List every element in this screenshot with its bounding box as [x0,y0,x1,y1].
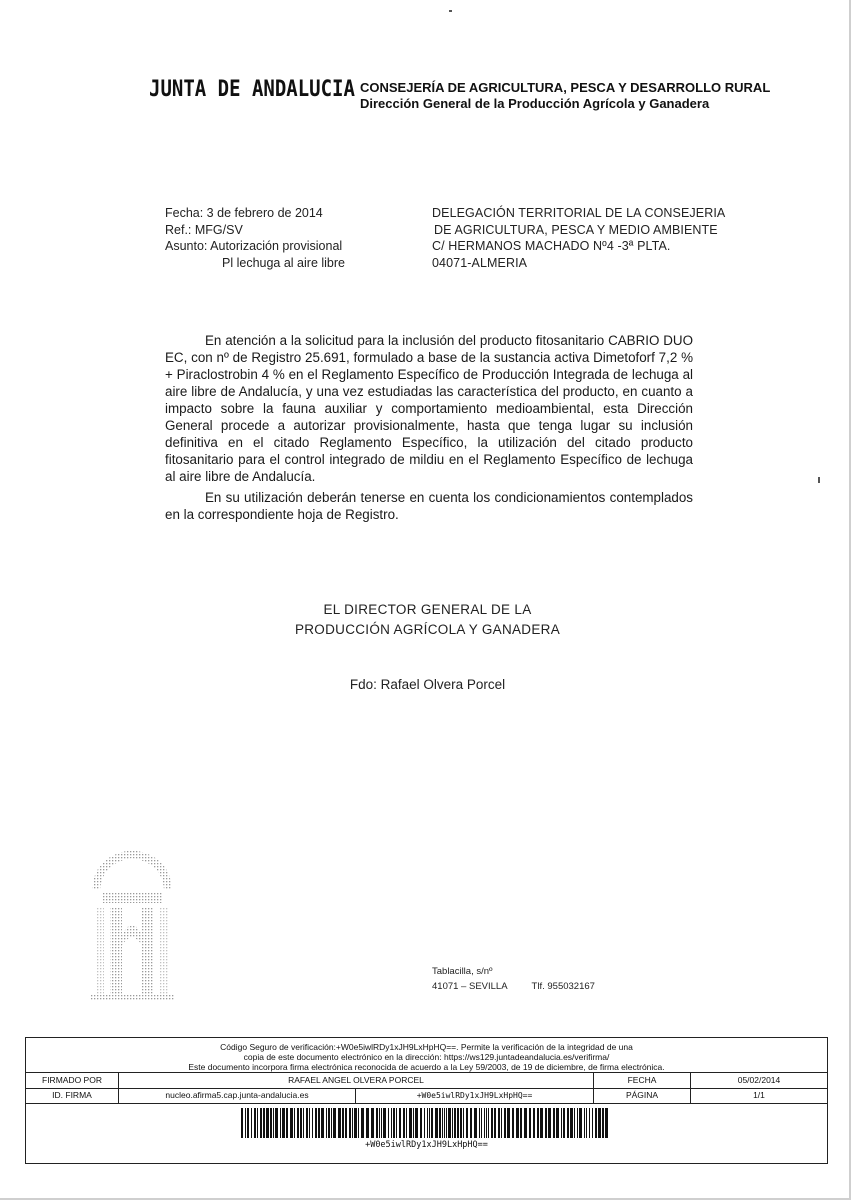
barcode-bar [548,1108,551,1138]
barcode-bar [326,1108,327,1138]
barcode-bar [435,1108,438,1138]
signed-by-row [26,1073,827,1089]
verification-notice-line-3: Este documento incorpora firma electrónica reconocida de acuerdo a la Ley 59/2003, de 19 de diciembre, de firma electrónica. [188,1062,665,1072]
barcode-bar [520,1108,522,1138]
barcode-bar [415,1108,418,1138]
barcode-bar [241,1108,243,1138]
barcode-bar [466,1108,468,1138]
barcode-bar [570,1108,573,1138]
barcode-bar [383,1108,386,1138]
barcode-bar [247,1108,249,1138]
scan-speck [449,10,452,12]
barcode-bar [516,1108,519,1138]
barcode-bar [303,1108,304,1138]
barcode-bar [444,1108,445,1138]
contact-street: Tablacilla, s/nº [432,966,493,977]
firmado-por-label: FIRMADO POR [26,1073,119,1088]
barcode-bar [488,1108,489,1138]
barcode-bar [454,1108,456,1138]
barcode-bar [294,1108,295,1138]
e-signature-footer [25,1037,828,1164]
barcode-bar [561,1108,562,1138]
contact-city-phone [432,979,595,994]
firmado-por-value: RAFAEL ANGEL OLVERA PORCEL [119,1073,594,1088]
barcode-bar [484,1108,485,1138]
barcode-bar [338,1108,341,1138]
barcode-bar [388,1108,389,1138]
barcode-bar [498,1108,500,1138]
barcode-bar [512,1108,514,1138]
signature-id-row [26,1088,827,1104]
barcode-bar [507,1108,510,1138]
signed-by: Fdo: Rafael Olvera Porcel [349,677,506,692]
barcode-bar [393,1108,395,1138]
barcode-bar [371,1108,374,1138]
barcode-bar [574,1108,575,1138]
barcode-bar [563,1108,565,1138]
meta-asunto: Asunto: Autorización provisional [165,239,343,253]
barcode-bar [306,1108,308,1138]
barcode-bar [354,1108,357,1138]
barcode-bar [545,1108,547,1138]
fecha-value: 05/02/2014 [737,1075,781,1085]
barcode-bar [586,1108,587,1138]
barcode-bar [366,1108,369,1138]
body-paragraph-2: En su utilización deberán tenerse en cuenta los condicionamientos contemplados en la correspondiente hoja de Registro. [165,490,693,522]
barcode-bar [379,1108,380,1138]
barcode-bar [577,1108,578,1138]
barcode-bar [491,1108,493,1138]
barcode-bar [457,1108,459,1138]
barcode-bar [352,1108,353,1138]
barcode-bar [331,1108,332,1138]
scan-speck [818,477,820,483]
contact-phone: Tlf. 955032167 [531,981,595,992]
barcode-bar [595,1108,597,1138]
barcode-bar [481,1108,482,1138]
barcode-bar [328,1108,330,1138]
barcode-bar [439,1108,441,1138]
barcode-bar [479,1108,480,1138]
barcode-bar [448,1108,451,1138]
address-line-3: C/ HERMANOS MACHADO Nº4 -3ª PLTA. [432,239,671,253]
barcode-bar [396,1108,397,1138]
barcode-bar [257,1108,258,1138]
barcode-bar [309,1108,310,1138]
body-paragraph-1: En atención a la solicitud para la inclusión del producto fitosanitario CABRIO DUO EC, con nº de Registro 25.691, formulado a base de la sustancia activa Dimetoforf 7,2 % + Piraclostrobin 4 % en el Reglamento Específico de Producción Integrada de lechuga al aire libre de Andalucía, y una vez estudiadas las característica del producto, en cuanto a impacto sobre la fauna auxiliar y comportamiento medioambiental, esta Dirección General procede a autorizar provisionalmente, hasta que tenga lugar su inclusión definitiva en el citado Reglamento Específico, la utilización del citado producto fitosanitario para el control integrado de mildiu en el Reglamento Específico de lechuga al aire libre de Andalucía. [165,333,693,484]
barcode-bar [273,1108,274,1138]
id-firma-code: +W0e5iwlRDy1xJH9LxHpHQ== [356,1088,594,1103]
pagina-value: 1/1 [753,1090,765,1100]
barcode-bar [270,1108,272,1138]
office-contact [432,964,595,994]
barcode-bar [579,1108,582,1138]
barcode-bar [592,1108,593,1138]
junta-logo-text: JUNTA DE ANDALUCIA [149,76,355,102]
barcode-bar [598,1108,601,1138]
barcode-bar [245,1108,246,1138]
barcode-bar [251,1108,252,1138]
meta-asunto-cont: Pl lechuga al aire libre [222,255,345,270]
contact-postal-city: 41071 – SEVILLA [432,981,508,992]
barcode-bar [282,1108,285,1138]
barcode-bar [333,1108,336,1138]
barcode-bar [286,1108,288,1138]
barcode-bar [312,1108,313,1138]
barcode-bar [391,1108,392,1138]
signatory-title-line-2: PRODUCCIÓN AGRÍCOLA Y GANADERA [294,622,561,637]
address-line-4: 04071-ALMERIA [432,255,528,270]
barcode-bar [260,1108,262,1138]
barcode-bar [540,1108,543,1138]
verification-notice-line-1: Código Seguro de verificación:+W0e5iwlRDy1xJH9LxHpHQ==. Permite la verificación de la integridad de una [220,1042,633,1052]
barcode-bar [297,1108,299,1138]
barcode-bar [486,1108,487,1138]
barcode-bar [361,1108,364,1138]
signatory-title-line-1: EL DIRECTOR GENERAL DE LA [323,602,532,617]
barcode-bar [463,1108,464,1138]
verification-notice-line-2: copia de este documento electrónico en la dirección: https://ws129.juntadeandalucia.es/verifirma/ [243,1052,610,1062]
barcode-bar [460,1108,462,1138]
barcode-bar [403,1108,405,1138]
directorate-title: Dirección General de la Producción Agrícola y Ganadera [360,96,710,111]
verification-barcode [241,1108,612,1138]
barcode-bar [266,1108,269,1138]
barcode-bar [429,1108,430,1138]
barcode-bar [452,1108,453,1138]
barcode-bar [290,1108,293,1138]
barcode-bar [589,1108,590,1138]
document-meta [165,205,345,271]
barcode-bar [602,1108,604,1138]
barcode-bar [300,1108,302,1138]
barcode-bar [524,1108,527,1138]
meta-fecha: Fecha: 3 de febrero de 2014 [165,206,323,220]
barcode-bar [280,1108,281,1138]
barcode-bar [529,1108,531,1138]
barcode-bar [263,1108,265,1138]
barcode-bar [349,1108,351,1138]
barcode-bar [474,1108,477,1138]
barcode-bar [413,1108,414,1138]
address-line-1: DELEGACIÓN TERRITORIAL DE LA CONSEJERIA [432,206,726,220]
barcode-bar [504,1108,506,1138]
pagina-label: PÁGINA [594,1088,691,1103]
barcode-bar [376,1108,378,1138]
barcode-bar [537,1108,539,1138]
barcode-bar [427,1108,428,1138]
barcode-bar [533,1108,535,1138]
barcode-bar [556,1108,559,1138]
barcode-bar [605,1108,608,1138]
barcode-bar [315,1108,317,1138]
barcode-bar [442,1108,443,1138]
junta-emblem-watermark [82,845,182,1005]
barcode-bar [567,1108,569,1138]
barcode-bar [318,1108,320,1138]
barcode-bar [321,1108,324,1138]
barcode-bar [501,1108,502,1138]
barcode-bar [254,1108,256,1138]
barcode-bar [470,1108,472,1138]
barcode-bar [494,1108,496,1138]
department-title: CONSEJERÍA DE AGRICULTURA, PESCA Y DESARROLLO RURAL [360,80,771,95]
barcode-bar [446,1108,447,1138]
barcode-bar [420,1108,422,1138]
barcode-bar [275,1108,278,1138]
barcode-bar [342,1108,344,1138]
barcode-bar [345,1108,347,1138]
barcode-bar [553,1108,555,1138]
id-firma-label: ID. FIRMA [26,1088,119,1103]
barcode-bar [431,1108,433,1138]
signatory-title [270,600,585,640]
barcode-bar [406,1108,407,1138]
barcode-caption: +W0e5iwlRDy1xJH9LxHpHQ== [365,1140,488,1150]
barcode-bar [358,1108,359,1138]
fecha-label: FECHA [594,1073,691,1088]
barcode-bar [424,1108,425,1138]
recipient-address [432,205,725,271]
meta-ref: Ref.: MFG/SV [165,222,243,237]
verification-notice [26,1038,827,1073]
barcode-bar [381,1108,382,1138]
address-line-2: DE AGRICULTURA, PESCA Y MEDIO AMBIENTE [434,222,718,237]
barcode-bar [409,1108,412,1138]
barcode-bar [399,1108,401,1138]
id-firma-host: nucleo.afirma5.cap.junta-andalucia.es [119,1088,356,1103]
barcode-bar [584,1108,585,1138]
